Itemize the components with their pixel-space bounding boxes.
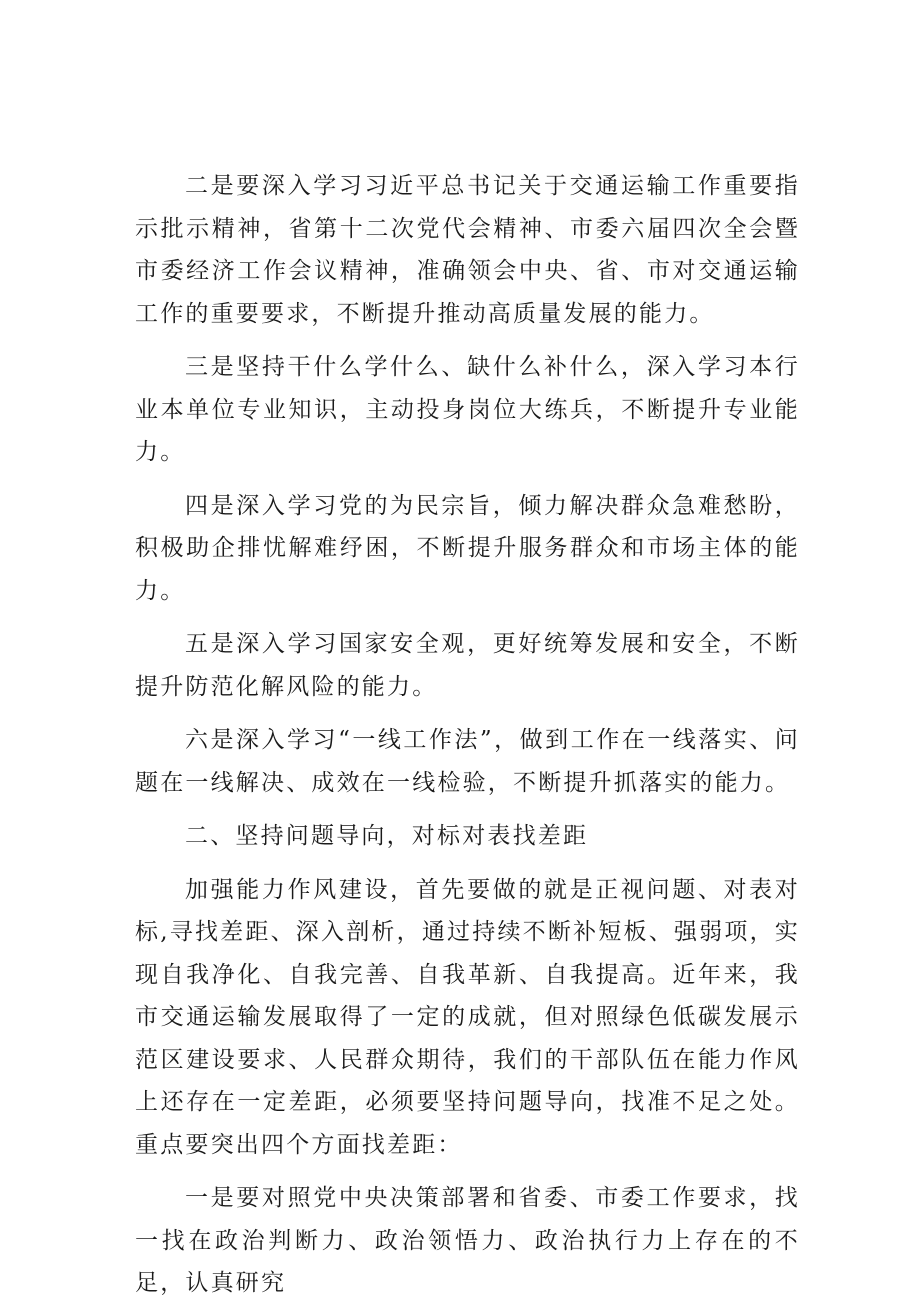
document-body xyxy=(135,165,800,1316)
paragraph-study-instructions: 二是要深入学习习近平总书记关于交通运输工作重要指示批示精神，省第十二次党代会精神、市委六届四次全会暨市委经济工作会议精神，准确领会中央、省、市对交通运输工作的重要要求，不断提升推动高质量发展的能力。 xyxy=(135,173,800,327)
paragraph-security: 五是深入学习国家安全观，更好统筹发展和安全，不断提升防范化解风险的能力。 xyxy=(135,631,800,700)
paragraph-frontline-method: 六是深入学习“一线工作法”，做到工作在一线落实、问题在一线解决、成效在一线检验，不断提升抓落实的能力。 xyxy=(135,727,800,796)
paragraph-find-gaps: 加强能力作风建设，首先要做的就是正视问题、对表对标,寻找差距、深入剖析，通过持续不断补短板、强弱项，实现自我净化、自我完善、自我革新、自我提高。近年来，我市交通运输发展取得了一定的成就，但对照绿色低碳发展示范区建设要求、人民群众期待，我们的干部队伍在能力作风上还存在一定差距，必须要坚持问题导向，找准不足之处。重点要突出四个方面找差距： xyxy=(135,876,800,1158)
paragraph-serve-people: 四是深入学习党的为民宗旨，倾力解决群众急难愁盼，积极助企排忧解难纾困，不断提升服务群众和市场主体的能力。 xyxy=(135,492,800,604)
section-heading: 二、坚持问题导向，对标对表找差距 xyxy=(185,823,589,849)
paragraph-political-ability: 一是要对照党中央决策部署和省委、市委工作要求，找一找在政治判断力、政治领悟力、政治执行力上存在的不足，认真研究 xyxy=(135,1185,800,1296)
paragraph-professional-ability: 三是坚持干什么学什么、缺什么补什么，深入学习本行业本单位专业知识，主动投身岗位大练兵，不断提升专业能力。 xyxy=(135,354,800,465)
